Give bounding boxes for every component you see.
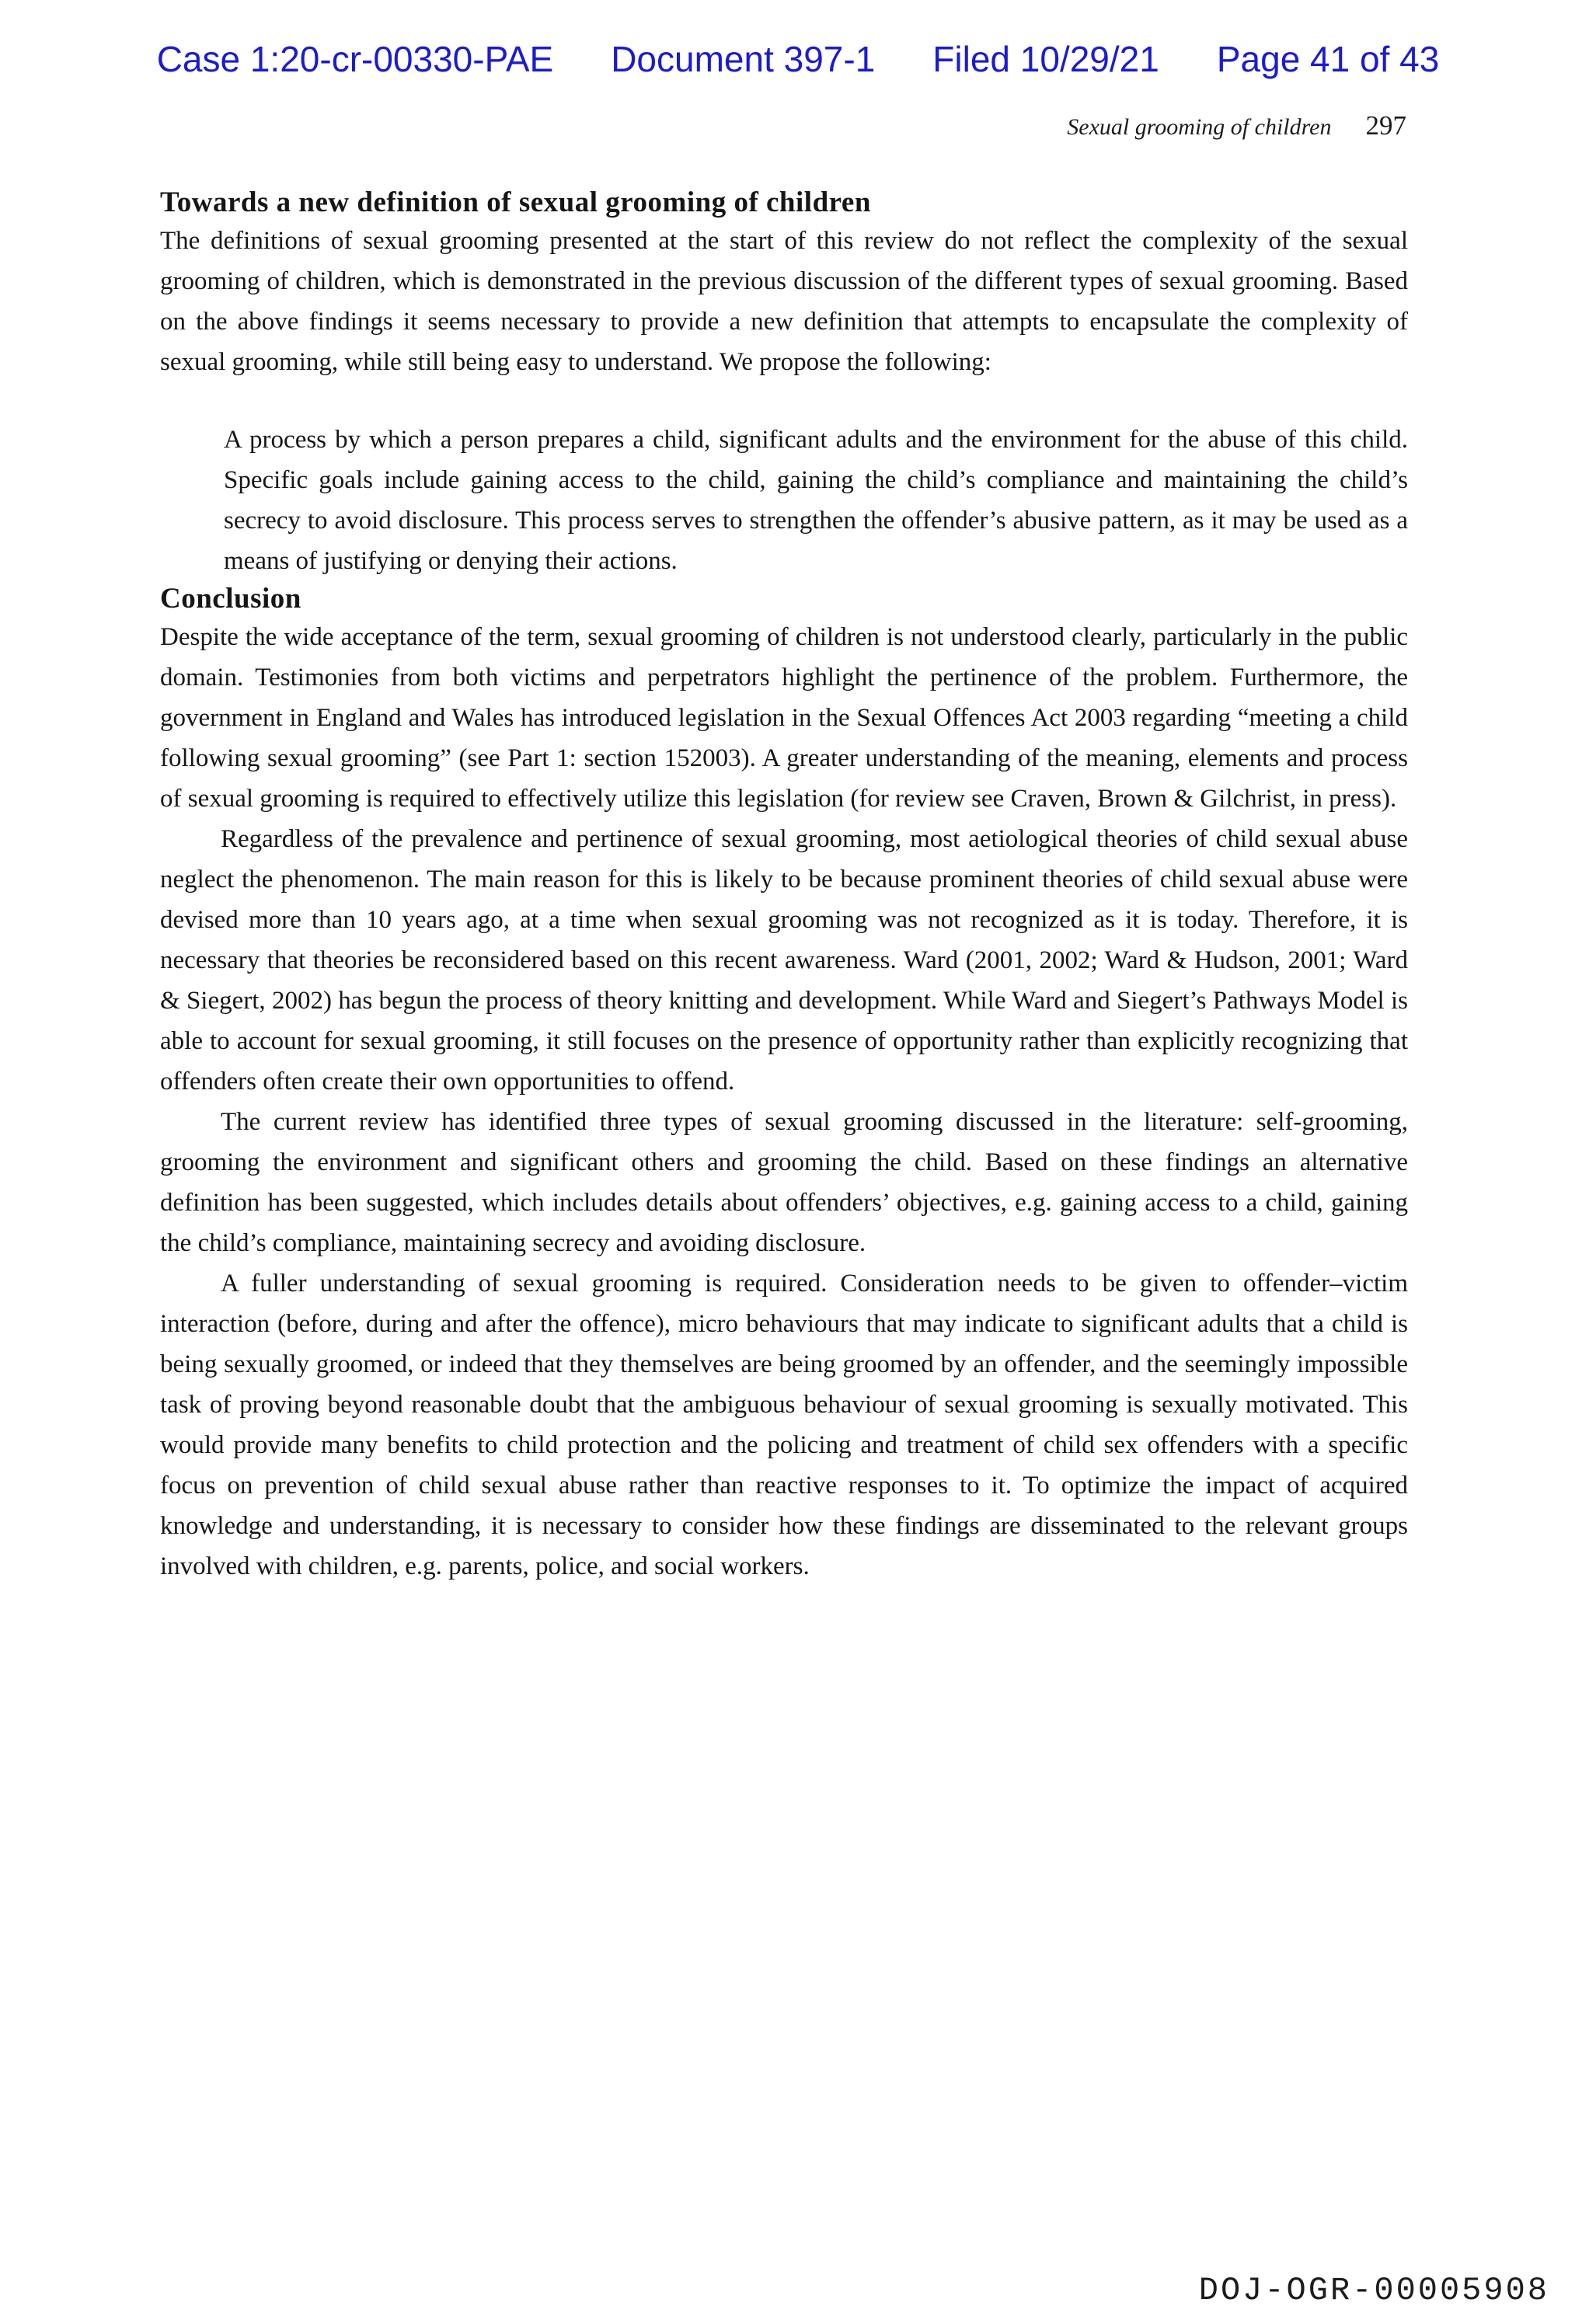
section-heading-definition: Towards a new definition of sexual grooming of children bbox=[160, 186, 871, 218]
stamp-document-number: Document 397-1 bbox=[611, 39, 876, 79]
paragraph-conclusion-1: Despite the wide acceptance of the term, sexual grooming of children is not understood clearly, particularly in the public domain. Testimonies from both victims and perpetrators highlight the pertinence of the problem. Furthermore, the government in England and Wales has introduced legislation in the Sexual Offences Act 2003 regarding “meeting a child following sexual grooming” (see Part 1: section 152003). A greater understanding of the meaning, elements and process of sexual grooming is required to effectively utilize this legislation (for review see Craven, Brown & Gilchrist, in press). bbox=[160, 623, 1408, 813]
paragraph-conclusion-2: Regardless of the prevalence and pertinence of sexual grooming, most aetiological theories of child sexual abuse neglect the phenomenon. The main reason for this is likely to be because prominent theories of child sexual abuse were devised more than 10 years ago, at a time when sexual grooming was not recognized as it is today. Therefore, it is necessary that theories be reconsidered based on this recent awareness. Ward (2001, 2002; Ward & Hudson, 2001; Ward & Siegert, 2002) has begun the process of theory knitting and development. While Ward and Siegert’s Pathways Model is able to account for sexual grooming, it still focuses on the presence of opportunity rather than explicitly recognizing that offenders often create their own opportunities to offend. bbox=[160, 825, 1408, 1096]
stamp-case-number: Case 1:20-cr-00330-PAE bbox=[156, 39, 554, 79]
article-body bbox=[160, 185, 1408, 1587]
paragraph-conclusion-3: The current review has identified three types of sexual grooming discussed in the literature: self-grooming, grooming the environment and significant others and grooming the child. Based on these findings an alternative definition has been suggested, which includes details about offenders’ objectives, e.g. gaining access to a child, gaining the child’s compliance, maintaining secrecy and avoiding disclosure. bbox=[160, 1108, 1408, 1257]
paragraph-definition-intro: The definitions of sexual grooming presented at the start of this review do not reflect the complexity of the sexual grooming of children, which is demonstrated in the previous discussion of the different types of sexual grooming. Based on the above findings it seems necessary to provide a new definition that attempts to encapsulate the complexity of sexual grooming, while still being easy to understand. We propose the following: bbox=[160, 227, 1408, 376]
definition-block-quote: A process by which a person prepares a child, significant adults and the environment for the abuse of this child. Specific goals include gaining access to the child, gaining the child’s compliance and maintaining the child’s secrecy to avoid disclosure. This process serves to strengthen the offender’s abusive pattern, as it may be used as a means of justifying or denying their actions. bbox=[224, 426, 1408, 575]
court-stamp bbox=[0, 39, 1596, 79]
running-head-page-number: 297 bbox=[1365, 110, 1406, 141]
bates-number: DOJ-OGR-00005908 bbox=[1198, 2272, 1549, 2309]
running-head-title: Sexual grooming of children bbox=[1067, 114, 1332, 140]
stamp-filed-date: Filed 10/29/21 bbox=[932, 39, 1159, 79]
stamp-page-number: Page 41 of 43 bbox=[1216, 39, 1440, 79]
running-head bbox=[1067, 110, 1406, 143]
paragraph-conclusion-4: A fuller understanding of sexual grooming is required. Consideration needs to be given to offender–victim interaction (before, during and after the offence), micro behaviours that may indicate to significant adults that a child is being sexually groomed, or indeed that they themselves are being groomed by an offender, and the seemingly impossible task of proving beyond reasonable doubt that the ambiguous behaviour of sexual grooming is sexually motivated. This would provide many benefits to child protection and the policing and treatment of child sex offenders with a specific focus on prevention of child sexual abuse rather than reactive responses to it. To optimize the impact of acquired knowledge and understanding, it is necessary to consider how these findings are disseminated to the relevant groups involved with children, e.g. parents, police, and social workers. bbox=[160, 1270, 1408, 1580]
section-heading-conclusion: Conclusion bbox=[160, 583, 301, 615]
